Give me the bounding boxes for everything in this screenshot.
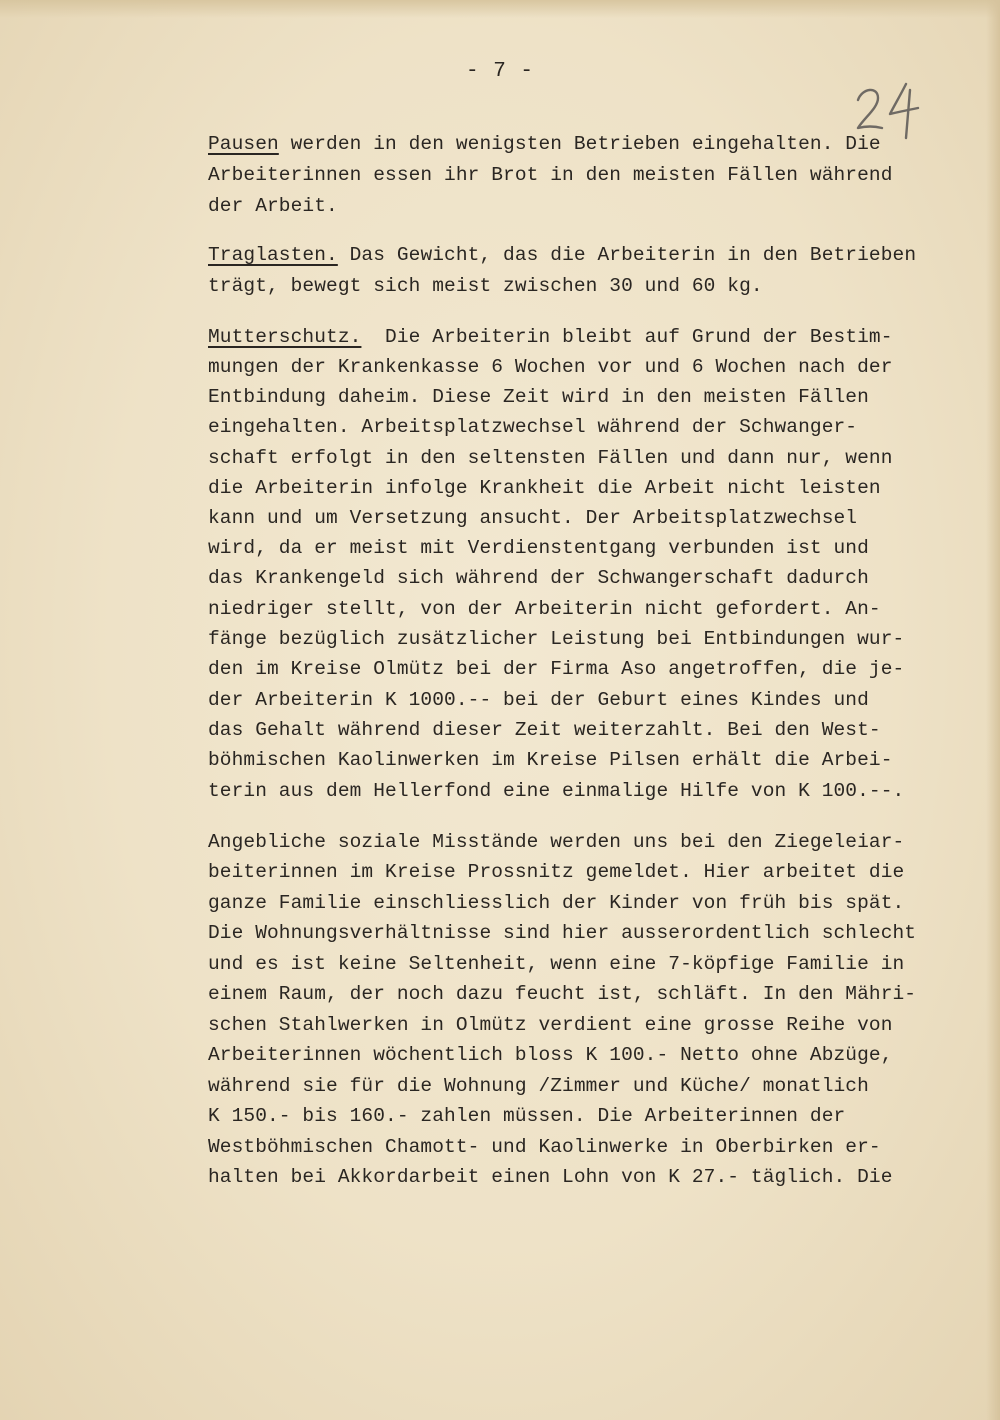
document-line: Angebliche soziale Misstände werden uns bei den Ziegeleiar-: [208, 831, 905, 853]
line-text: Die Arbeiterin bleibt auf Grund der Bestim-: [361, 326, 893, 348]
document-line: K 150.- bis 160.- zahlen müssen. Die Arbeiterinnen der: [208, 1105, 846, 1127]
section-heading: Pausen: [208, 133, 279, 155]
document-line: die Arbeiterin infolge Krankheit die Arbeit nicht leisten: [208, 477, 881, 499]
document-line: den im Kreise Olmütz bei der Firma Aso angetroffen, die je-: [208, 658, 905, 680]
document-line: mungen der Krankenkasse 6 Wochen vor und 6 Wochen nach der: [208, 356, 893, 378]
document-line: Entbindung daheim. Diese Zeit wird in den meisten Fällen: [208, 386, 869, 408]
document-line: fänge bezüglich zusätzlicher Leistung bei Entbindungen wur-: [208, 628, 905, 650]
page-edge-shadow-top: [0, 0, 1000, 18]
line-text: werden in den wenigsten Betrieben eingehalten. Die: [278, 133, 881, 155]
document-line: das Krankengeld sich während der Schwangerschaft dadurch: [208, 567, 869, 589]
document-line: Westböhmischen Chamott- und Kaolinwerke in Oberbirken er-: [208, 1136, 881, 1158]
document-line: halten bei Akkordarbeit einen Lohn von K 27.- täglich. Die: [208, 1166, 893, 1188]
document-line: trägt, bewegt sich meist zwischen 30 und 60 kg.: [208, 275, 763, 297]
document-line: niedriger stellt, von der Arbeiterin nicht gefordert. An-: [208, 598, 881, 620]
document-line: der Arbeit.: [208, 195, 338, 217]
document-line: einem Raum, der noch dazu feucht ist, schläft. In den Mähri-: [208, 983, 917, 1005]
document-line: eingehalten. Arbeitsplatzwechsel während der Schwanger-: [208, 416, 858, 438]
document-line: kann und um Versetzung ansucht. Der Arbeitsplatzwechsel: [208, 507, 858, 529]
document-line: Arbeiterinnen essen ihr Brot in den meisten Fällen während: [208, 164, 893, 186]
document-line: und es ist keine Seltenheit, wenn eine 7-köpfige Familie in: [208, 953, 905, 975]
document-line: Die Wohnungsverhältnisse sind hier ausserordentlich schlecht: [208, 922, 917, 944]
document-line: das Gehalt während dieser Zeit weiterzahlt. Bei den West-: [208, 719, 881, 741]
document-line: schen Stahlwerken in Olmütz verdient eine grosse Reihe von: [208, 1014, 893, 1036]
document-line: ganze Familie einschliesslich der Kinder von früh bis spät.: [208, 892, 905, 914]
document-line: der Arbeiterin K 1000.-- bei der Geburt eines Kindes und: [208, 689, 869, 711]
section-heading: Traglasten.: [208, 244, 338, 266]
line-text: Das Gewicht, das die Arbeiterin in den Betrieben: [337, 244, 917, 266]
document-line: während sie für die Wohnung /Zimmer und Küche/ monatlich: [208, 1075, 869, 1097]
document-line: [208, 240, 916, 270]
document-line: schaft erfolgt in den seltensten Fällen und dann nur, wenn: [208, 447, 893, 469]
document-line: [208, 322, 893, 352]
document-line: [208, 129, 881, 159]
document-line: wird, da er meist mit Verdienstentgang verbunden ist und: [208, 537, 869, 559]
page-number: - 7 -: [465, 60, 534, 83]
document-line: böhmischen Kaolinwerken im Kreise Pilsen erhält die Arbei-: [208, 749, 893, 771]
document-line: terin aus dem Hellerfond eine einmalige Hilfe von K 100.--.: [208, 780, 905, 802]
section-heading: Mutterschutz.: [208, 326, 362, 348]
page-edge-shadow-right: [986, 0, 1000, 1420]
document-line: beiterinnen im Kreise Prossnitz gemeldet. Hier arbeitet die: [208, 861, 905, 883]
document-line: Arbeiterinnen wöchentlich bloss K 100.- Netto ohne Abzüge,: [208, 1044, 893, 1066]
